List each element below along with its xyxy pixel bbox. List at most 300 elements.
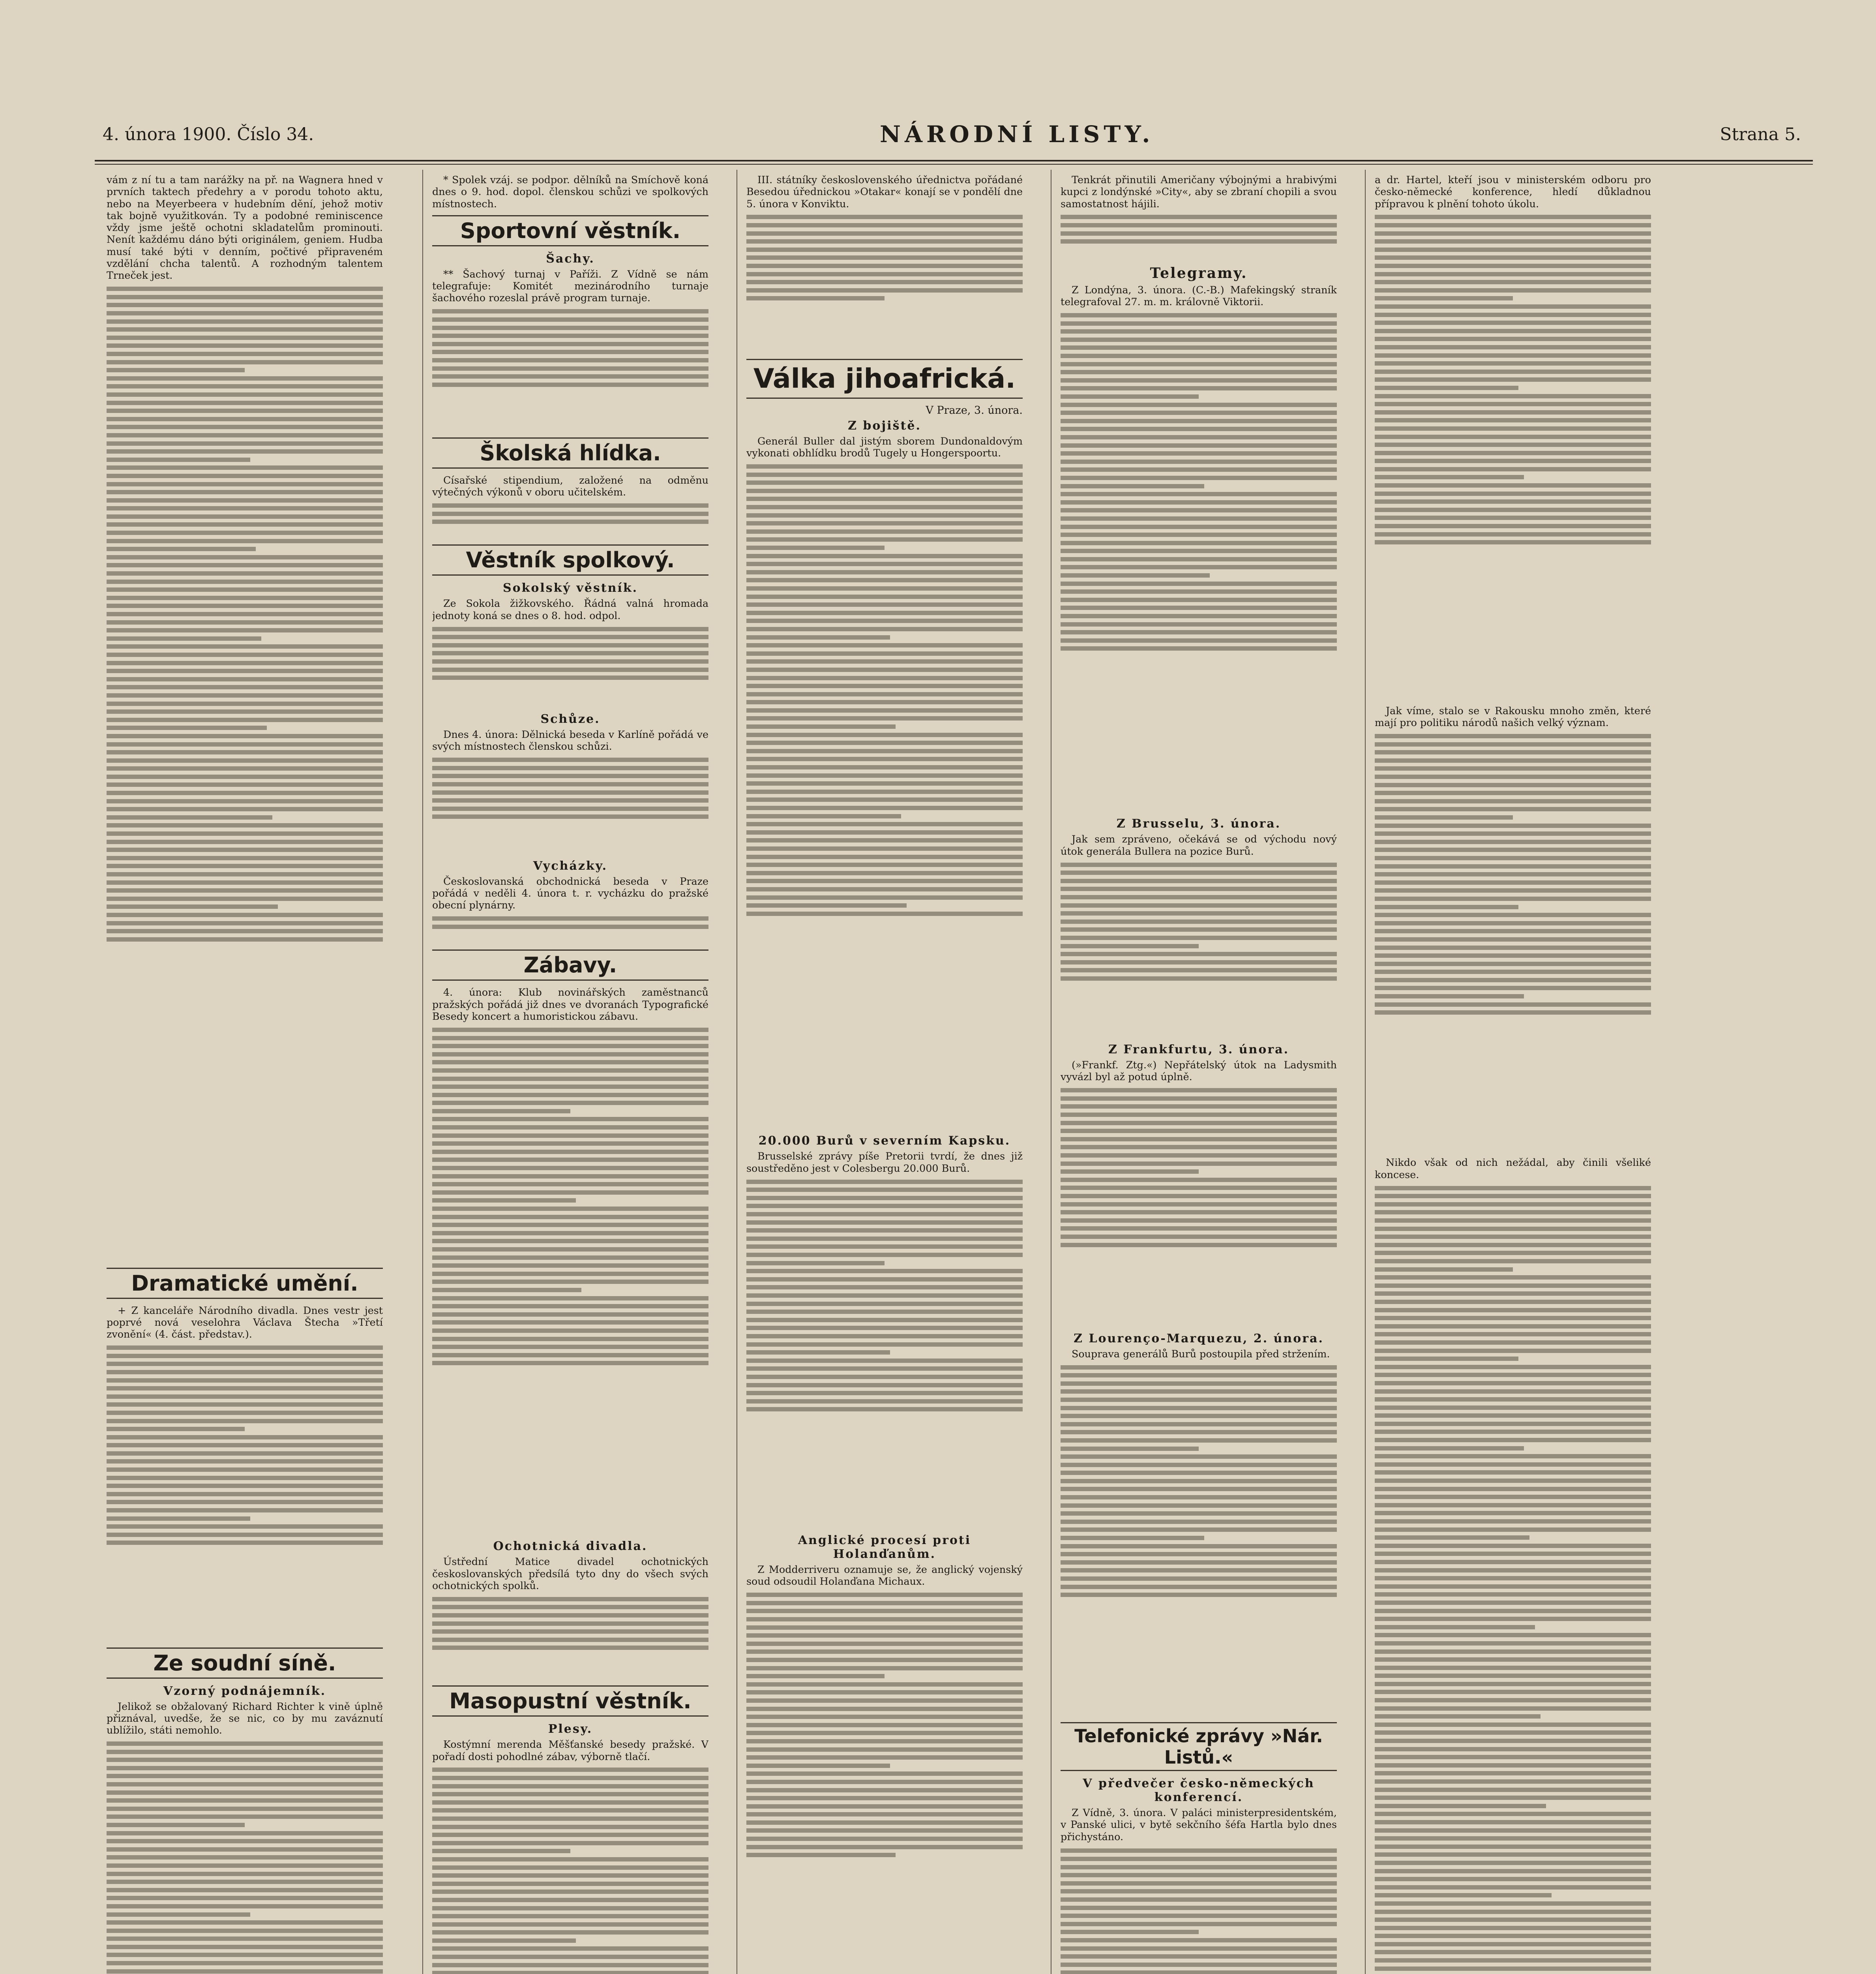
text-line <box>432 1337 708 1341</box>
text-line <box>1375 459 1651 463</box>
text-line <box>746 1828 1023 1833</box>
text-line <box>432 1833 708 1837</box>
text-line <box>1375 304 1651 309</box>
text-line <box>107 1839 383 1843</box>
text-line <box>746 215 1023 219</box>
text-line <box>107 612 383 616</box>
text-line <box>107 1936 383 1941</box>
text-line <box>107 1912 250 1917</box>
text-line <box>432 1914 708 1918</box>
text-block <box>1375 1182 1651 1974</box>
section-heading: Dramatické umění. <box>107 1268 383 1299</box>
text-line <box>432 1784 708 1788</box>
text-line <box>107 921 383 925</box>
text-line <box>1061 467 1337 472</box>
text-line <box>107 547 256 551</box>
text-line <box>1375 239 1651 244</box>
text-line <box>746 1820 1023 1825</box>
text-line <box>746 1188 1023 1192</box>
text-line <box>107 319 383 324</box>
article-text: Císařské stipendium, založené na odměnu výtečných výkonů v oboru učitelském. <box>432 474 708 498</box>
text-line <box>107 1419 383 1423</box>
text-line <box>107 636 261 641</box>
text-line <box>432 350 708 354</box>
text-line <box>1375 1235 1651 1239</box>
text-line <box>746 1788 1023 1792</box>
text-line <box>1061 419 1337 423</box>
article-text: Jak sem zpráveno, očekává se od východu nový útok generála Bullera na pozice Burů. <box>1061 833 1337 857</box>
text-line <box>1061 1848 1337 1853</box>
text-line <box>1061 1503 1337 1508</box>
text-line <box>746 1293 1023 1298</box>
text-line <box>432 1816 708 1821</box>
text-line <box>746 846 1023 851</box>
page-number: Strana 5. <box>1720 124 1801 144</box>
section-heading: Válka jihoafrická. <box>746 359 1023 399</box>
text-line <box>746 464 1023 469</box>
text-line <box>1375 394 1651 398</box>
text-block <box>1061 859 1337 1040</box>
text-line <box>746 1269 1023 1273</box>
text-block <box>432 912 708 944</box>
text-line <box>107 1855 383 1860</box>
text-line <box>1375 540 1651 544</box>
article-text: Tenkrát přinutili Američany výbojnými a hrabivými kupci z londýnské »City«, aby se zbraní chopili a svou samostatnost hájili. <box>1061 174 1337 210</box>
text-line <box>107 563 383 567</box>
text-line <box>432 1231 708 1235</box>
text-line <box>746 1601 1023 1605</box>
text-line <box>107 799 383 803</box>
text-line <box>1375 1373 1651 1377</box>
text-line <box>746 586 1023 591</box>
column-1 <box>107 174 383 1974</box>
text-line <box>432 1101 708 1105</box>
text-line <box>107 734 383 738</box>
text-line <box>107 425 383 429</box>
text-line <box>432 383 708 387</box>
text-line <box>107 1533 383 1537</box>
text-line <box>746 473 1023 477</box>
text-line <box>432 374 708 379</box>
text-line <box>432 1296 708 1300</box>
text-line <box>1061 565 1337 569</box>
text-line <box>1375 840 1651 844</box>
text-line <box>1061 1552 1337 1556</box>
text-line <box>432 1044 708 1048</box>
text-line <box>746 1723 1023 1727</box>
text-line <box>1061 1414 1337 1418</box>
text-line <box>746 1780 1023 1784</box>
text-line <box>1375 296 1513 300</box>
text-line <box>1375 1503 1651 1507</box>
text-line <box>107 1411 383 1415</box>
text-line <box>746 1310 1023 1314</box>
text-line <box>107 1459 383 1464</box>
text-line <box>746 1739 1023 1743</box>
text-line <box>1375 499 1651 504</box>
text-line <box>1375 994 1524 998</box>
section-heading: Sportovní věstník. <box>432 215 708 246</box>
text-line <box>1375 1966 1651 1971</box>
text-line <box>432 774 708 778</box>
text-line <box>432 1117 708 1121</box>
text-line <box>107 620 383 625</box>
text-line <box>746 1237 1023 1241</box>
text-line <box>746 1593 1023 1597</box>
text-line <box>432 1052 708 1056</box>
text-line <box>1061 1226 1337 1231</box>
text-line <box>1375 913 1651 917</box>
article-text: Českoslovanská obchodnická beseda v Praze pořádá v neděli 4. února t. r. vycházku do pražské obecní plynárny. <box>432 875 708 911</box>
text-line <box>1375 783 1651 787</box>
text-line <box>1375 386 1518 390</box>
text-line <box>107 758 383 763</box>
text-line <box>746 724 896 729</box>
text-line <box>746 223 1023 227</box>
text-line <box>1375 337 1651 341</box>
text-line <box>746 1407 1023 1411</box>
text-line <box>107 1443 383 1447</box>
text-line <box>746 879 1023 883</box>
text-line <box>107 823 383 828</box>
text-line <box>1375 1820 1651 1824</box>
text-line <box>1375 1901 1651 1906</box>
text-line <box>107 474 383 478</box>
text-line <box>432 1329 708 1333</box>
text-line <box>746 1253 1023 1257</box>
text-line <box>746 1228 1023 1233</box>
text-line <box>1061 879 1337 883</box>
text-line <box>1375 905 1518 909</box>
text-line <box>1375 1682 1651 1686</box>
text-line <box>1375 1267 1513 1272</box>
text-line <box>1375 897 1651 901</box>
text-block <box>432 1593 708 1680</box>
article-heading: Anglické procesí proti Holanďanům. <box>798 1533 971 1561</box>
text-line <box>107 311 383 315</box>
text-line <box>1375 1397 1651 1402</box>
text-line <box>746 781 1023 786</box>
text-line <box>746 505 1023 509</box>
text-line <box>746 537 1023 542</box>
text-line <box>746 643 1023 647</box>
text-line <box>1375 255 1651 260</box>
text-line <box>1375 1674 1651 1678</box>
column-2 <box>432 174 708 1974</box>
text-line <box>1061 1104 1337 1109</box>
text-line <box>107 661 383 665</box>
text-line <box>1061 1121 1337 1125</box>
column-5 <box>1375 174 1651 1974</box>
text-line <box>107 848 383 852</box>
text-line <box>746 1625 1023 1630</box>
text-line <box>1375 1942 1651 1946</box>
text-line <box>432 1174 708 1178</box>
text-line <box>746 255 1023 260</box>
text-line <box>1375 1804 1546 1808</box>
text-line <box>746 855 1023 859</box>
text-line <box>746 1666 1023 1670</box>
text-line <box>1375 1324 1651 1329</box>
text-line <box>1375 492 1651 496</box>
text-line <box>107 1508 383 1512</box>
text-line <box>1375 1609 1651 1613</box>
text-line <box>746 814 901 818</box>
text-line <box>1375 1316 1651 1320</box>
text-line <box>432 1792 708 1796</box>
text-line <box>1375 443 1651 447</box>
text-line <box>746 668 1023 672</box>
text-line <box>432 1882 708 1886</box>
text-line <box>1375 1535 1529 1540</box>
text-line <box>432 1036 708 1040</box>
text-line <box>1375 807 1651 811</box>
text-line <box>1375 1495 1651 1499</box>
text-line <box>1061 1235 1337 1239</box>
text-line <box>1061 1576 1337 1581</box>
text-block <box>1375 211 1651 705</box>
text-line <box>432 1768 708 1772</box>
dateline: V Praze, 3. února. <box>926 404 1023 417</box>
text-line <box>1375 1845 1651 1849</box>
text-line <box>746 1796 1023 1800</box>
issue-date: 4. února 1900. Číslo 34. <box>103 124 314 144</box>
text-line <box>1375 856 1651 860</box>
text-line <box>107 766 383 771</box>
text-line <box>107 702 383 706</box>
text-line <box>107 1815 383 1819</box>
text-line <box>107 1758 383 1762</box>
text-line <box>432 503 708 508</box>
text-line <box>1061 321 1337 326</box>
text-line <box>746 1812 1023 1816</box>
column-divider <box>1365 170 1366 1974</box>
article-heading: Vycházky. <box>533 859 608 873</box>
text-block <box>432 623 708 710</box>
text-line <box>432 1906 708 1910</box>
article-text: Jak víme, stalo se v Rakousku mnoho změn, které mají pro politiku národů našich velký význam. <box>1375 704 1651 729</box>
text-line <box>1375 1454 1651 1458</box>
text-line <box>1375 1852 1651 1857</box>
text-line <box>746 529 1023 534</box>
text-line <box>432 1109 570 1113</box>
text-line <box>432 790 708 795</box>
text-line <box>107 287 383 291</box>
text-line <box>746 1342 1023 1347</box>
text-line <box>107 1345 383 1350</box>
text-line <box>432 366 708 371</box>
text-line <box>746 1633 1023 1638</box>
text-line <box>746 1220 1023 1225</box>
text-line <box>1061 582 1337 586</box>
text-line <box>1375 1002 1651 1007</box>
text-line <box>1375 1576 1651 1580</box>
text-line <box>1061 1169 1199 1174</box>
text-line <box>107 669 383 673</box>
text-line <box>432 1141 708 1146</box>
text-line <box>107 1863 383 1868</box>
text-line <box>1375 1950 1651 1954</box>
text-line <box>1061 911 1337 916</box>
text-line <box>1375 1730 1651 1735</box>
text-line <box>746 480 1023 485</box>
text-line <box>107 840 383 844</box>
text-line <box>432 1971 708 1974</box>
text-line <box>107 343 383 348</box>
text-line <box>1061 1447 1199 1451</box>
text-line <box>432 1597 708 1601</box>
text-line <box>1375 1601 1651 1605</box>
text-line <box>107 409 383 413</box>
text-block <box>1061 1845 1337 1974</box>
text-line <box>746 797 1023 802</box>
text-line <box>1375 1649 1651 1654</box>
text-line <box>1375 791 1651 795</box>
article-text: Brusselské zprávy píše Pretorii tvrdí, že dnes již soustředěno jest v Colesbergu 20.000 Burů. <box>746 1150 1023 1174</box>
text-line <box>1375 1413 1651 1418</box>
text-line <box>1375 1763 1651 1768</box>
text-line <box>746 830 1023 835</box>
text-line <box>1375 872 1651 876</box>
text-block <box>746 211 1023 353</box>
text-line <box>1061 1487 1337 1491</box>
text-line <box>107 1451 383 1456</box>
text-line <box>746 595 1023 599</box>
text-line <box>1061 638 1337 643</box>
text-line <box>107 458 250 462</box>
article-text: Nikdo však od nich nežádal, aby činili všeliké koncese. <box>1375 1156 1651 1180</box>
article-heading: 20.000 Burů v severním Kapsku. <box>758 1134 1011 1148</box>
text-line <box>1375 1812 1651 1816</box>
newspaper-title: NÁRODNÍ LISTY. <box>880 121 1154 148</box>
article-heading: V předvečer česko-německých konferencí. <box>1083 1776 1315 1804</box>
text-line <box>432 659 708 664</box>
text-line <box>1375 1723 1651 1727</box>
text-block <box>107 1342 383 1642</box>
text-line <box>1375 775 1651 779</box>
article-heading: Ochotnická divadla. <box>493 1539 648 1554</box>
text-line <box>1375 1349 1651 1353</box>
text-line <box>1375 1210 1651 1214</box>
text-line <box>1375 1462 1651 1467</box>
text-line <box>1375 946 1651 950</box>
text-line <box>746 611 1023 615</box>
text-line <box>1375 1357 1518 1361</box>
text-line <box>1061 460 1337 464</box>
text-line <box>746 1261 885 1265</box>
text-block <box>432 754 708 857</box>
text-line <box>432 635 708 639</box>
text-line <box>746 741 1023 745</box>
text-line <box>1375 1568 1651 1572</box>
text-line <box>1061 1889 1337 1893</box>
text-line <box>432 1613 708 1617</box>
article-heading: Z bojiště. <box>848 418 921 433</box>
text-line <box>1375 231 1651 236</box>
text-line <box>746 1180 1023 1184</box>
text-line <box>107 1896 383 1900</box>
text-line <box>107 750 383 754</box>
text-line <box>746 659 1023 664</box>
text-line <box>1375 750 1651 754</box>
text-line <box>1375 426 1651 431</box>
text-line <box>1061 1930 1199 1934</box>
text-line <box>1375 516 1651 520</box>
text-line <box>1375 329 1651 333</box>
text-line <box>107 1435 383 1439</box>
text-line <box>1061 614 1337 618</box>
text-line <box>107 482 383 486</box>
text-line <box>1375 978 1651 982</box>
text-line <box>746 1285 1023 1289</box>
text-line <box>432 916 708 921</box>
text-line <box>432 1060 708 1064</box>
text-line <box>1375 1243 1651 1247</box>
text-line <box>1375 1877 1651 1881</box>
article-text: Kostýmní merenda Měšťanské besedy pražské. V pořadí dosti pohodlné zábav, výborně tlačí. <box>432 1738 708 1762</box>
text-line <box>1061 362 1337 366</box>
text-line <box>432 643 708 647</box>
text-line <box>1061 370 1337 374</box>
text-line <box>432 1345 708 1349</box>
text-line <box>1061 451 1337 456</box>
text-line <box>432 807 708 811</box>
text-line <box>1375 1869 1651 1873</box>
text-line <box>1375 1275 1651 1280</box>
text-line <box>1375 377 1651 382</box>
text-line <box>1061 1381 1337 1386</box>
text-line <box>1061 223 1337 227</box>
article-heading: Z Frankfurtu, 3. února. <box>1108 1043 1289 1057</box>
text-line <box>107 401 383 405</box>
text-line <box>746 1804 1023 1809</box>
text-line <box>1375 1690 1651 1694</box>
text-line <box>432 1215 708 1219</box>
article-heading: Sokolský věstník. <box>502 581 638 595</box>
text-line <box>1375 986 1651 990</box>
text-line <box>432 1361 708 1365</box>
text-line <box>746 1212 1023 1216</box>
text-line <box>432 1190 708 1195</box>
text-line <box>107 1872 383 1876</box>
text-line <box>107 807 383 811</box>
text-line <box>432 925 708 929</box>
text-line <box>1375 402 1651 406</box>
text-line <box>432 1963 708 1967</box>
text-line <box>107 531 383 535</box>
text-line <box>432 1166 708 1170</box>
text-line <box>432 326 708 330</box>
text-line <box>1061 1536 1204 1540</box>
text-block <box>432 1024 708 1537</box>
text-line <box>1061 1471 1337 1475</box>
text-line <box>432 1808 708 1813</box>
text-line <box>1061 1129 1337 1133</box>
text-line <box>107 913 383 917</box>
article-text: III. státníky československého úřednictva pořádané Besedou úřednickou »Otakar« konají se v pondělí dne 5. února v Konviktu. <box>746 174 1023 210</box>
text-line <box>1061 549 1337 553</box>
text-line <box>1375 1251 1651 1255</box>
text-line <box>1375 1544 1651 1548</box>
text-line <box>1061 1593 1337 1597</box>
text-line <box>432 1898 708 1902</box>
text-line <box>1061 443 1337 448</box>
text-line <box>107 1807 383 1811</box>
text-line <box>1375 831 1651 836</box>
text-line <box>107 580 383 584</box>
text-line <box>1061 403 1337 407</box>
text-line <box>1061 927 1337 932</box>
